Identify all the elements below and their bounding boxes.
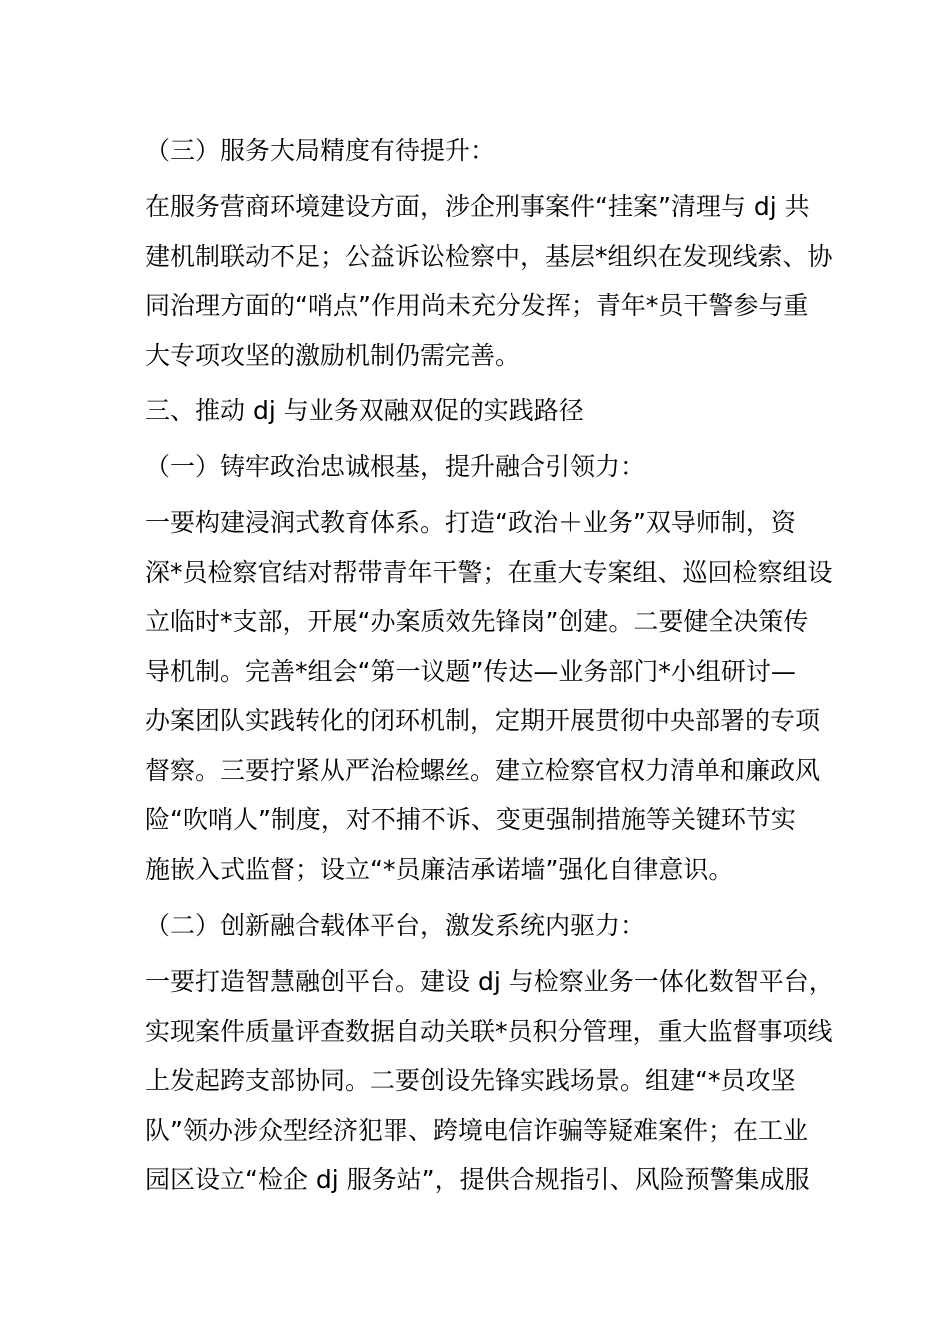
paragraph-line: 立临时*支部，开展“办案质效先锋岗”创建。二要健全决策传 bbox=[145, 607, 809, 636]
paragraph-line: 大专项攻坚的激励机制仍需完善。 bbox=[145, 341, 521, 370]
paragraph-line: 督察。三要拧紧从严治检螺丝。建立检察官权力清单和廉政风 bbox=[145, 756, 821, 785]
paragraph-line: 施嵌入式监督；设立“*员廉洁承诺墙”强化自律意识。 bbox=[145, 855, 734, 884]
paragraph-line: 实现案件质量评查数据自动关联*员积分管理，重大监督事项线 bbox=[145, 1017, 833, 1046]
paragraph-line: 建机制联动不足；公益诉讼检察中，基层*组织在发现线索、协 bbox=[145, 242, 833, 271]
paragraph-line: 一要构建浸润式教育体系。打造“政治＋业务”双导师制，资 bbox=[145, 508, 796, 537]
paragraph-line: 同治理方面的“哨点”作用尚未充分发挥；青年*员干警参与重 bbox=[145, 291, 809, 320]
paragraph-line: 队”领办涉众型经济犯罪、跨境电信诈骗等疑难案件；在工业 bbox=[145, 1116, 808, 1145]
section-heading-3: （三）服务大局精度有待提升： bbox=[145, 136, 496, 165]
paragraph-line: 办案团队实践转化的闭环机制，定期开展贯彻中央部署的专项 bbox=[145, 706, 821, 735]
section-heading-2: （二）创新融合载体平台，激发系统内驱力： bbox=[145, 911, 646, 940]
paragraph-line: 在服务营商环境建设方面，涉企刑事案件“挂案”清理与 dj 共 bbox=[145, 192, 810, 221]
paragraph-line: 园区设立“检企 dj 服务站”，提供合规指引、风险预警集成服 bbox=[145, 1165, 810, 1194]
chapter-heading: 三、推动 dj 与业务双融双促的实践路径 bbox=[145, 396, 584, 425]
paragraph-line: 上发起跨支部协同。二要创设先锋实践场景。组建“*员攻坚 bbox=[145, 1066, 796, 1095]
paragraph-line: 一要打造智慧融创平台。建设 dj 与检察业务一体化数智平台， bbox=[145, 967, 834, 996]
section-heading-1: （一）铸牢政治忠诚根基，提升融合引领力： bbox=[145, 452, 646, 481]
paragraph-line: 险“吹哨人”制度，对不捕不诉、变更强制措施等关键环节实 bbox=[145, 805, 796, 834]
paragraph-line: 深*员检察官结对帮带青年干警；在重大专案组、巡回检察组设 bbox=[145, 558, 833, 587]
paragraph-line: 导机制。完善*组会“第一议题”传达—业务部门*小组研讨— bbox=[145, 657, 796, 686]
